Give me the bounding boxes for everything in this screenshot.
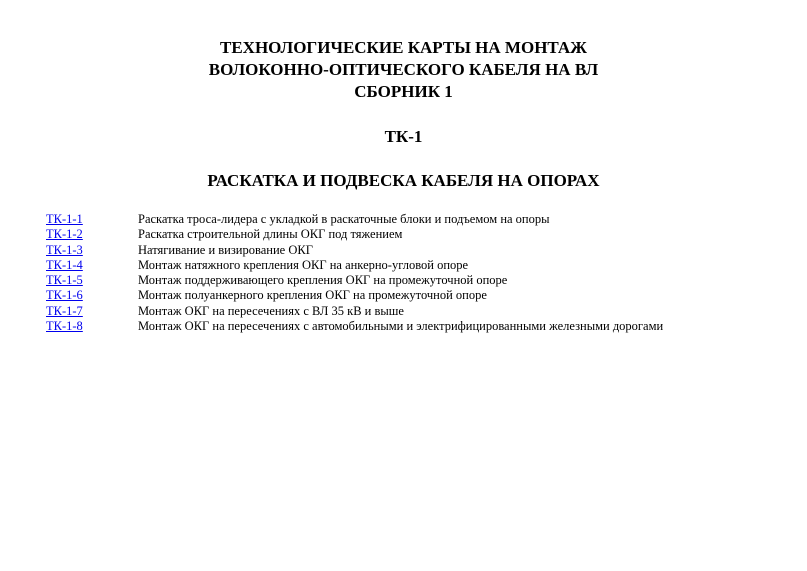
toc-link-tk-1-4[interactable]: ТК-1-4 [46,257,83,272]
toc-link-tk-1-3[interactable]: ТК-1-3 [46,242,83,257]
toc-title: Монтаж ОКГ на пересечениях с автомобильными и электрифицированными железными дорогами [138,319,664,334]
toc-link-tk-1-1[interactable]: ТК-1-1 [46,212,83,226]
table-of-contents [46,212,786,334]
toc-title: Натягивание и визирование ОКГ [138,242,313,257]
toc-title: Монтаж ОКГ на пересечениях с ВЛ 35 кВ и выше [138,303,404,318]
toc-link-tk-1-6[interactable]: ТК-1-6 [46,288,83,303]
document-header [0,37,807,103]
section-code-title: ТК-1 [384,127,423,146]
header-line-1: ТЕХНОЛОГИЧЕСКИЕ КАРТЫ НА МОНТАЖ [219,38,587,57]
toc-link-tk-1-2[interactable]: ТК-1-2 [46,227,83,242]
toc-row [46,227,786,242]
toc-row [46,304,786,319]
toc-link-tk-1-5[interactable]: ТК-1-5 [46,273,83,288]
toc-row [46,319,786,334]
toc-title: Монтаж полуанкерного крепления ОКГ на промежуточной опоре [138,288,487,303]
toc-row [46,243,786,258]
header-line-2: ВОЛОКОННО-ОПТИЧЕСКОГО КАБЕЛЯ НА ВЛ [208,60,599,79]
toc-title: Раскатка строительной длины ОКГ под тяжением [138,227,403,242]
toc-title: Раскатка троса-лидера с укладкой в раскаточные блоки и подъемом на опоры [138,212,550,226]
toc-row [46,212,786,227]
toc-link-tk-1-7[interactable]: ТК-1-7 [46,303,83,318]
toc-row [46,273,786,288]
section-subtitle: РАСКАТКА И ПОДВЕСКА КАБЕЛЯ НА ОПОРАХ [207,171,600,190]
toc-row [46,288,786,303]
toc-title: Монтаж поддерживающего крепления ОКГ на промежуточной опоре [138,273,508,288]
header-line-3: СБОРНИК 1 [354,82,453,101]
toc-title: Монтаж натяжного крепления ОКГ на анкерно-угловой опоре [138,257,469,272]
toc-link-tk-1-8[interactable]: ТК-1-8 [46,319,83,334]
toc-row [46,258,786,273]
